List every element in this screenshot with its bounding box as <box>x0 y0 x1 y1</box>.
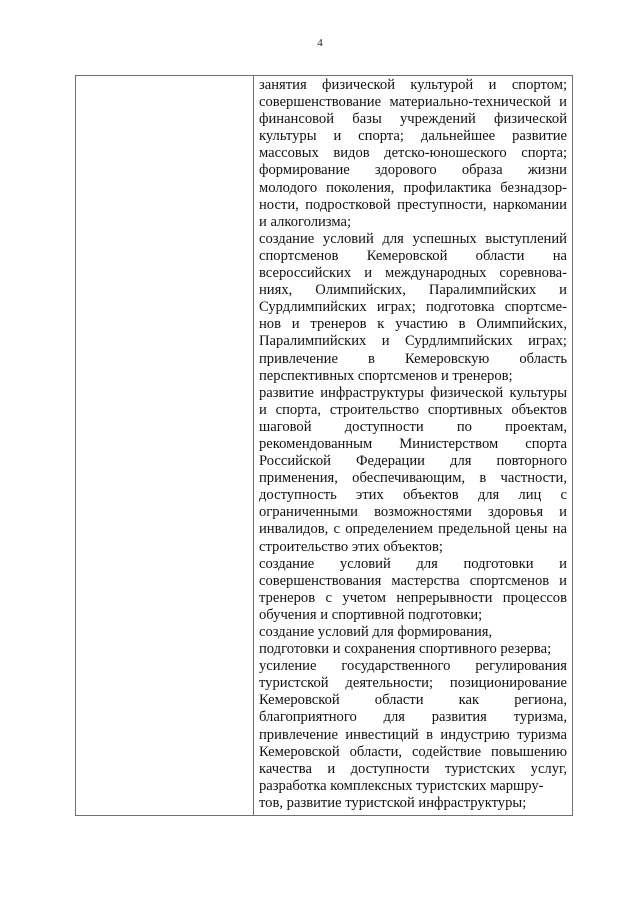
text-line: привлечение инвестиций в индустрию туризма <box>259 726 567 743</box>
text-line: и спорта, строительство спортивных объектов <box>259 401 567 418</box>
text-line: культуры и спорта; дальнейшее развитие <box>259 128 567 145</box>
text-line: ниях, Олимпийских, Паралимпийских и <box>259 282 567 299</box>
page-number: 4 <box>317 37 323 49</box>
text-line: привлечение в Кемеровскую область <box>259 350 567 367</box>
text-line: развитие инфраструктуры физической культуры <box>259 384 567 401</box>
text-line: молодого поколения, профилактика безнадзор- <box>259 179 567 196</box>
text-line: инвалидов, с определением предельной цены на <box>259 521 567 538</box>
text-line: качества и доступности туристских услуг, <box>259 760 567 777</box>
text-line: формирование здорового образа жизни <box>259 162 567 179</box>
text-line: доступность этих объектов для лиц с <box>259 487 567 504</box>
text-line: финансовой базы учреждений физической <box>259 111 567 128</box>
text-line: совершенствование материально-технической и <box>259 94 567 111</box>
text-line: разработка комплексных туристских маршру- <box>259 777 544 794</box>
table-cell-left <box>76 76 254 816</box>
text-line: и алкоголизма; <box>259 213 352 230</box>
text-line: благоприятного для развития туризма, <box>259 709 567 726</box>
text-line: усиление государственного регулирования <box>259 658 567 675</box>
text-line: применения, обеспечивающим, в частности, <box>259 470 567 487</box>
table-cell-right <box>254 76 573 816</box>
text-line: перспективных спортсменов и тренеров; <box>259 367 513 384</box>
text-line: массовых видов детско-юношеского спорта; <box>259 145 567 162</box>
text-line: туристской деятельности; позиционирование <box>259 675 567 692</box>
text-line: шаговой доступности по проектам, <box>259 418 567 435</box>
text-line: строительство этих объектов; <box>259 538 443 555</box>
text-line: Кемеровской области, содействие повышению <box>259 743 567 760</box>
text-line: Кемеровской области как региона, <box>259 692 567 709</box>
text-line: всероссийских и международных соревнова- <box>259 265 567 282</box>
document-table <box>75 75 573 816</box>
text-line: Сурдлимпийских играх; подготовка спортсме- <box>259 299 567 316</box>
cell-text-block <box>259 77 567 812</box>
text-line: Паралимпийских и Сурдлимпийских играх; <box>259 333 567 350</box>
text-line: спортсменов Кемеровской области на <box>259 247 567 264</box>
text-line: создание условий для успешных выступлений <box>259 230 567 247</box>
text-line: тренеров с учетом непрерывности процессов <box>259 589 567 606</box>
text-line: ности, подростковой преступности, наркомании <box>259 196 567 213</box>
text-line: ограниченными возможностями здоровья и <box>259 504 567 521</box>
text-line: подготовки и сохранения спортивного резерва; <box>259 641 552 658</box>
text-line: Российской Федерации для повторного <box>259 453 567 470</box>
text-line: тов, развитие туристской инфраструктуры; <box>259 794 527 811</box>
text-line: создание условий для формирования, <box>259 624 493 640</box>
text-line: рекомендованным Министерством спорта <box>259 435 567 452</box>
text-line: нов и тренеров к участию в Олимпийских, <box>259 316 567 333</box>
text-line: обучения и спортивной подготовки; <box>259 606 483 623</box>
text-line: занятия физической культурой и спортом; <box>259 77 567 93</box>
text-line: совершенствования мастерства спортсменов и <box>259 572 567 589</box>
text-line: создание условий для подготовки и <box>259 555 567 572</box>
table-row <box>76 76 573 816</box>
